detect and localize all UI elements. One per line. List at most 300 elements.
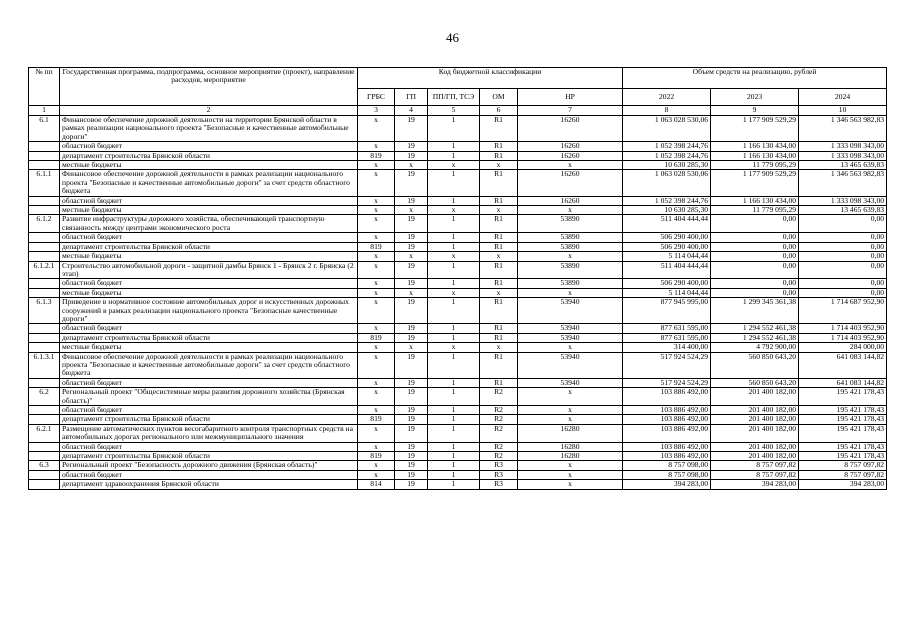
row-nr: 16280 xyxy=(518,424,623,442)
row-number xyxy=(29,378,60,387)
row-value-2024: 0,00 xyxy=(799,215,887,233)
row-name: департамент строительства Брянской области xyxy=(60,151,358,160)
row-ppgp: 1 xyxy=(428,170,480,196)
row-value-2023: 201 400 182,00 xyxy=(711,388,799,406)
header-nr: НР xyxy=(518,89,623,106)
row-gp: 19 xyxy=(395,324,428,333)
row-nr: х xyxy=(518,161,623,170)
table-row xyxy=(29,142,887,151)
row-name: департамент строительства Брянской области xyxy=(60,333,358,342)
row-value-2024: 0,00 xyxy=(799,288,887,297)
row-grbs: х xyxy=(358,461,395,470)
row-number xyxy=(29,242,60,251)
row-value-2024: 394 283,00 xyxy=(799,480,887,489)
row-gp: 19 xyxy=(395,142,428,151)
row-name: Размещение автоматических пунктов весогабаритного контроля транспортных средств на автомобильных дорогах регионального или межмуниципального значения xyxy=(60,424,358,442)
row-value-2022: 394 283,00 xyxy=(623,480,711,489)
row-value-2023: 201 400 182,00 xyxy=(711,452,799,461)
row-name: Финансовое обеспечение дорожной деятельности в рамках реализации национального проекта "Безопасные и качественные автомобильные дороги" за счет средств областного бюджета xyxy=(60,352,358,378)
row-gp: 19 xyxy=(395,261,428,279)
row-grbs: х xyxy=(358,233,395,242)
row-number xyxy=(29,142,60,151)
row-value-2023: 560 850 643,20 xyxy=(711,352,799,378)
header-ppgp: ПП/ГП, ТСЭ xyxy=(428,89,480,106)
row-gp: 19 xyxy=(395,116,428,142)
row-value-2023: 0,00 xyxy=(711,252,799,261)
row-name: местные бюджеты xyxy=(60,206,358,215)
row-om: R1 xyxy=(480,378,518,387)
row-ppgp: х xyxy=(428,343,480,352)
row-ppgp: 1 xyxy=(428,196,480,205)
table-row xyxy=(29,261,887,279)
row-number xyxy=(29,196,60,205)
row-value-2024: 195 421 178,43 xyxy=(799,406,887,415)
row-ppgp: 1 xyxy=(428,388,480,406)
row-om: R1 xyxy=(480,151,518,160)
row-grbs: х xyxy=(358,424,395,442)
table-row xyxy=(29,215,887,233)
table-row xyxy=(29,288,887,297)
row-name: департамент строительства Брянской области xyxy=(60,415,358,424)
row-name: Развитие инфраструктуры дорожного хозяйства, обеспечивающей транспортную связанность между центрами экономического роста xyxy=(60,215,358,233)
row-gp: 19 xyxy=(395,151,428,160)
row-value-2024: 195 421 178,43 xyxy=(799,415,887,424)
row-value-2024: 195 421 178,43 xyxy=(799,424,887,442)
row-nr: х xyxy=(518,480,623,489)
row-name: департамент здравоохранения Брянской области xyxy=(60,480,358,489)
row-number xyxy=(29,442,60,451)
table-row xyxy=(29,480,887,489)
row-ppgp: 1 xyxy=(428,470,480,479)
header-year-2023: 2023 xyxy=(711,89,799,106)
table-row xyxy=(29,378,887,387)
row-grbs: х xyxy=(358,215,395,233)
row-value-2022: 506 290 400,00 xyxy=(623,233,711,242)
row-ppgp: 1 xyxy=(428,233,480,242)
row-name: областной бюджет xyxy=(60,324,358,333)
row-value-2024: 195 421 178,43 xyxy=(799,452,887,461)
row-gp: 19 xyxy=(395,424,428,442)
header-gp: ГП xyxy=(395,89,428,106)
row-grbs: х xyxy=(358,406,395,415)
row-value-2024: 1 333 098 343,00 xyxy=(799,196,887,205)
row-ppgp: 1 xyxy=(428,298,480,324)
row-ppgp: 1 xyxy=(428,215,480,233)
row-value-2024: 0,00 xyxy=(799,252,887,261)
row-value-2022: 8 757 098,00 xyxy=(623,461,711,470)
column-number: 2 xyxy=(60,106,358,116)
row-gp: 19 xyxy=(395,279,428,288)
row-gp: 19 xyxy=(395,196,428,205)
column-number: 3 xyxy=(358,106,395,116)
row-om: х xyxy=(480,288,518,297)
row-value-2023: 1 294 552 461,38 xyxy=(711,324,799,333)
row-grbs: 819 xyxy=(358,242,395,251)
row-value-2024: 1 346 563 982,83 xyxy=(799,116,887,142)
row-gp: 19 xyxy=(395,352,428,378)
row-value-2022: 1 052 398 244,76 xyxy=(623,151,711,160)
row-grbs: х xyxy=(358,298,395,324)
row-gp: х xyxy=(395,161,428,170)
row-number xyxy=(29,288,60,297)
row-value-2022: 103 886 492,00 xyxy=(623,406,711,415)
row-gp: х xyxy=(395,343,428,352)
row-value-2023: 11 779 095,29 xyxy=(711,206,799,215)
row-number xyxy=(29,415,60,424)
row-name: Финансовое обеспечение дорожной деятельности на территории Брянской области в рамках реализации национального проекта "Безопасные и качественные автомобильные дороги" xyxy=(60,116,358,142)
row-nr: х xyxy=(518,343,623,352)
row-om: R1 xyxy=(480,242,518,251)
row-name: областной бюджет xyxy=(60,470,358,479)
table-row xyxy=(29,233,887,242)
row-gp: 19 xyxy=(395,415,428,424)
row-grbs: 819 xyxy=(358,415,395,424)
row-nr: 16280 xyxy=(518,442,623,451)
row-nr: 53940 xyxy=(518,352,623,378)
row-value-2023: 0,00 xyxy=(711,261,799,279)
row-number: 6.1.1 xyxy=(29,170,60,196)
table-row xyxy=(29,252,887,261)
row-value-2024: 641 083 144,82 xyxy=(799,378,887,387)
row-number: 6.3 xyxy=(29,461,60,470)
row-ppgp: 1 xyxy=(428,442,480,451)
row-gp: х xyxy=(395,288,428,297)
row-nr: 16260 xyxy=(518,151,623,160)
row-gp: 19 xyxy=(395,480,428,489)
row-grbs: х xyxy=(358,161,395,170)
row-value-2023: 8 757 097,82 xyxy=(711,461,799,470)
row-grbs: х xyxy=(358,279,395,288)
row-value-2023: 1 299 345 361,38 xyxy=(711,298,799,324)
row-number xyxy=(29,252,60,261)
row-value-2022: 506 290 400,00 xyxy=(623,242,711,251)
row-value-2022: 877 631 595,00 xyxy=(623,333,711,342)
header-funds: Объем средств на реализацию, рублей xyxy=(623,68,887,89)
header-year-2024: 2024 xyxy=(799,89,887,106)
table-row xyxy=(29,206,887,215)
table-row xyxy=(29,116,887,142)
row-name: областной бюджет xyxy=(60,406,358,415)
row-value-2022: 511 404 444,44 xyxy=(623,215,711,233)
row-number xyxy=(29,279,60,288)
row-number: 6.1.3 xyxy=(29,298,60,324)
column-number: 8 xyxy=(623,106,711,116)
row-value-2024: 0,00 xyxy=(799,261,887,279)
row-nr: 16260 xyxy=(518,196,623,205)
row-value-2024: 0,00 xyxy=(799,233,887,242)
row-om: R1 xyxy=(480,279,518,288)
row-name: областной бюджет xyxy=(60,196,358,205)
row-nr: 53890 xyxy=(518,215,623,233)
row-ppgp: 1 xyxy=(428,406,480,415)
row-ppgp: х xyxy=(428,161,480,170)
row-gp: 19 xyxy=(395,461,428,470)
row-grbs: х xyxy=(358,142,395,151)
row-name: Приведение в нормативное состояние автомобильных дорог и искусственных дорожных сооружений в рамках реализации национального проекта "Безопасные качественные дороги" xyxy=(60,298,358,324)
table-row xyxy=(29,406,887,415)
row-value-2023: 1 177 909 529,29 xyxy=(711,170,799,196)
row-value-2024: 1 714 403 952,90 xyxy=(799,324,887,333)
column-number: 1 xyxy=(29,106,60,116)
row-om: R2 xyxy=(480,406,518,415)
row-nr: 16260 xyxy=(518,170,623,196)
row-ppgp: 1 xyxy=(428,352,480,378)
row-number xyxy=(29,480,60,489)
row-value-2023: 0,00 xyxy=(711,288,799,297)
row-gp: 19 xyxy=(395,233,428,242)
row-grbs: х xyxy=(358,442,395,451)
row-value-2022: 103 886 492,00 xyxy=(623,424,711,442)
table-row xyxy=(29,279,887,288)
row-nr: 53940 xyxy=(518,378,623,387)
row-name: департамент строительства Брянской области xyxy=(60,242,358,251)
row-nr: х xyxy=(518,288,623,297)
row-number xyxy=(29,206,60,215)
row-om: х xyxy=(480,252,518,261)
row-value-2023: 201 400 182,00 xyxy=(711,424,799,442)
row-value-2024: 13 465 639,83 xyxy=(799,206,887,215)
row-name: Строительство автомобильной дороги - защитной дамбы Брянск 1 - Брянск 2 г. Брянска (2 этап) xyxy=(60,261,358,279)
row-nr: 53890 xyxy=(518,233,623,242)
row-om: R1 xyxy=(480,298,518,324)
row-om: R2 xyxy=(480,424,518,442)
table-row xyxy=(29,298,887,324)
row-nr: х xyxy=(518,461,623,470)
row-value-2024: 284 000,00 xyxy=(799,343,887,352)
row-ppgp: х xyxy=(428,288,480,297)
row-grbs: х xyxy=(358,343,395,352)
table-row xyxy=(29,352,887,378)
row-value-2023: 0,00 xyxy=(711,233,799,242)
row-grbs: 819 xyxy=(358,151,395,160)
row-value-2024: 1 714 403 952,90 xyxy=(799,333,887,342)
row-number: 6.1.2 xyxy=(29,215,60,233)
row-ppgp: 1 xyxy=(428,261,480,279)
row-om: R1 xyxy=(480,142,518,151)
row-value-2024: 8 757 097,82 xyxy=(799,461,887,470)
header-om: ОМ xyxy=(480,89,518,106)
row-om: х xyxy=(480,343,518,352)
row-value-2024: 1 346 563 982,83 xyxy=(799,170,887,196)
row-number xyxy=(29,151,60,160)
row-value-2022: 8 757 098,00 xyxy=(623,470,711,479)
row-ppgp: 1 xyxy=(428,378,480,387)
row-number: 6.2.1 xyxy=(29,424,60,442)
row-nr: х xyxy=(518,252,623,261)
row-om: х xyxy=(480,161,518,170)
row-gp: 19 xyxy=(395,442,428,451)
row-grbs: х xyxy=(358,352,395,378)
row-value-2022: 877 631 595,00 xyxy=(623,324,711,333)
table-row xyxy=(29,343,887,352)
row-number xyxy=(29,406,60,415)
row-number: 6.1.3.1 xyxy=(29,352,60,378)
row-ppgp: 1 xyxy=(428,242,480,251)
row-ppgp: 1 xyxy=(428,151,480,160)
row-value-2024: 0,00 xyxy=(799,279,887,288)
row-nr: 53890 xyxy=(518,242,623,251)
row-value-2022: 103 886 492,00 xyxy=(623,415,711,424)
row-name: местные бюджеты xyxy=(60,161,358,170)
row-om: R1 xyxy=(480,352,518,378)
row-nr: 53890 xyxy=(518,279,623,288)
row-number xyxy=(29,324,60,333)
row-value-2023: 201 400 182,00 xyxy=(711,406,799,415)
row-nr: х xyxy=(518,206,623,215)
row-nr: х xyxy=(518,415,623,424)
row-grbs: х xyxy=(358,378,395,387)
table-row xyxy=(29,170,887,196)
table-row xyxy=(29,415,887,424)
row-nr: х xyxy=(518,470,623,479)
row-name: областной бюджет xyxy=(60,378,358,387)
table-row xyxy=(29,424,887,442)
row-number xyxy=(29,233,60,242)
row-value-2022: 1 063 028 530,06 xyxy=(623,116,711,142)
row-number xyxy=(29,470,60,479)
row-value-2022: 103 886 492,00 xyxy=(623,452,711,461)
row-name: местные бюджеты xyxy=(60,252,358,261)
row-ppgp: 1 xyxy=(428,480,480,489)
row-ppgp: 1 xyxy=(428,424,480,442)
row-gp: 19 xyxy=(395,388,428,406)
row-nr: 53940 xyxy=(518,298,623,324)
row-value-2023: 1 166 130 434,00 xyxy=(711,142,799,151)
row-nr: х xyxy=(518,406,623,415)
table-row xyxy=(29,324,887,333)
row-nr: х xyxy=(518,388,623,406)
row-om: R1 xyxy=(480,116,518,142)
row-grbs: х xyxy=(358,116,395,142)
table-row xyxy=(29,442,887,451)
row-value-2022: 517 924 524,29 xyxy=(623,352,711,378)
row-om: R3 xyxy=(480,461,518,470)
row-number: 6.1 xyxy=(29,116,60,142)
header-year-2022: 2022 xyxy=(623,89,711,106)
row-value-2022: 1 052 398 244,76 xyxy=(623,196,711,205)
row-om: R3 xyxy=(480,470,518,479)
row-grbs: х xyxy=(358,324,395,333)
row-value-2022: 103 886 492,00 xyxy=(623,388,711,406)
row-grbs: х xyxy=(358,288,395,297)
row-gp: 19 xyxy=(395,170,428,196)
row-om: R2 xyxy=(480,442,518,451)
row-value-2023: 560 850 643,20 xyxy=(711,378,799,387)
row-ppgp: 1 xyxy=(428,324,480,333)
row-value-2022: 1 063 028 530,06 xyxy=(623,170,711,196)
row-ppgp: х xyxy=(428,206,480,215)
row-name: Финансовое обеспечение дорожной деятельности в рамках реализации национального проекта "Безопасные и качественные автомобильные дороги" за счет средств областного бюджета xyxy=(60,170,358,196)
header-budget-code: Код бюджетной классификации xyxy=(358,68,623,89)
row-number xyxy=(29,343,60,352)
row-name: Региональный проект "Безопасность дорожного движения (Брянская область)" xyxy=(60,461,358,470)
row-name: областной бюджет xyxy=(60,279,358,288)
row-name: областной бюджет xyxy=(60,142,358,151)
budget-table xyxy=(28,67,887,490)
row-value-2024: 1 333 098 343,00 xyxy=(799,151,887,160)
table-row xyxy=(29,196,887,205)
row-value-2023: 11 779 095,29 xyxy=(711,161,799,170)
row-ppgp: 1 xyxy=(428,415,480,424)
row-om: R3 xyxy=(480,480,518,489)
row-value-2024: 1 714 687 952,90 xyxy=(799,298,887,324)
row-value-2022: 10 630 285,30 xyxy=(623,206,711,215)
row-value-2023: 4 792 900,00 xyxy=(711,343,799,352)
row-grbs: х xyxy=(358,388,395,406)
row-value-2023: 0,00 xyxy=(711,242,799,251)
row-value-2023: 1 294 552 461,38 xyxy=(711,333,799,342)
header-name: Государственная программа, подпрограмма, основное мероприятие (проект), направление расходов, мероприятие xyxy=(60,68,358,106)
table-row xyxy=(29,388,887,406)
row-nr: 53890 xyxy=(518,261,623,279)
row-value-2022: 5 114 044,44 xyxy=(623,288,711,297)
row-ppgp: 1 xyxy=(428,116,480,142)
column-number: 5 xyxy=(428,106,480,116)
row-om: R1 xyxy=(480,196,518,205)
row-om: R2 xyxy=(480,415,518,424)
row-number xyxy=(29,333,60,342)
row-number xyxy=(29,452,60,461)
row-gp: х xyxy=(395,206,428,215)
row-ppgp: 1 xyxy=(428,279,480,288)
row-name: областной бюджет xyxy=(60,233,358,242)
row-grbs: 819 xyxy=(358,452,395,461)
row-value-2023: 1 177 909 529,29 xyxy=(711,116,799,142)
row-value-2024: 641 083 144,82 xyxy=(799,352,887,378)
row-om: R2 xyxy=(480,388,518,406)
row-grbs: х xyxy=(358,196,395,205)
row-value-2023: 201 400 182,00 xyxy=(711,415,799,424)
row-number xyxy=(29,161,60,170)
row-gp: 19 xyxy=(395,452,428,461)
row-value-2022: 5 114 044,44 xyxy=(623,252,711,261)
table-row xyxy=(29,461,887,470)
row-nr: 16280 xyxy=(518,452,623,461)
row-value-2024: 195 421 178,43 xyxy=(799,388,887,406)
row-gp: 19 xyxy=(395,333,428,342)
row-om: R1 xyxy=(480,333,518,342)
row-name: местные бюджеты xyxy=(60,288,358,297)
row-gp: 19 xyxy=(395,406,428,415)
row-ppgp: 1 xyxy=(428,333,480,342)
row-value-2022: 314 400,00 xyxy=(623,343,711,352)
row-gp: х xyxy=(395,252,428,261)
row-nr: 16260 xyxy=(518,116,623,142)
row-om: х xyxy=(480,206,518,215)
header-no: № пп xyxy=(29,68,60,106)
page-number: 46 xyxy=(446,30,459,45)
row-value-2023: 201 400 182,00 xyxy=(711,442,799,451)
row-ppgp: 1 xyxy=(428,452,480,461)
row-gp: 19 xyxy=(395,242,428,251)
row-value-2022: 1 052 398 244,76 xyxy=(623,142,711,151)
row-nr: 53940 xyxy=(518,324,623,333)
row-grbs: 819 xyxy=(358,333,395,342)
row-value-2022: 511 404 444,44 xyxy=(623,261,711,279)
row-name: областной бюджет xyxy=(60,442,358,451)
row-value-2023: 0,00 xyxy=(711,279,799,288)
row-om: R1 xyxy=(480,261,518,279)
row-grbs: х xyxy=(358,252,395,261)
table-row xyxy=(29,452,887,461)
column-number: 10 xyxy=(799,106,887,116)
column-number: 6 xyxy=(480,106,518,116)
row-value-2024: 1 333 098 343,00 xyxy=(799,142,887,151)
header-grbs: ГРБС xyxy=(358,89,395,106)
row-gp: 19 xyxy=(395,378,428,387)
row-grbs: х xyxy=(358,206,395,215)
column-number: 9 xyxy=(711,106,799,116)
